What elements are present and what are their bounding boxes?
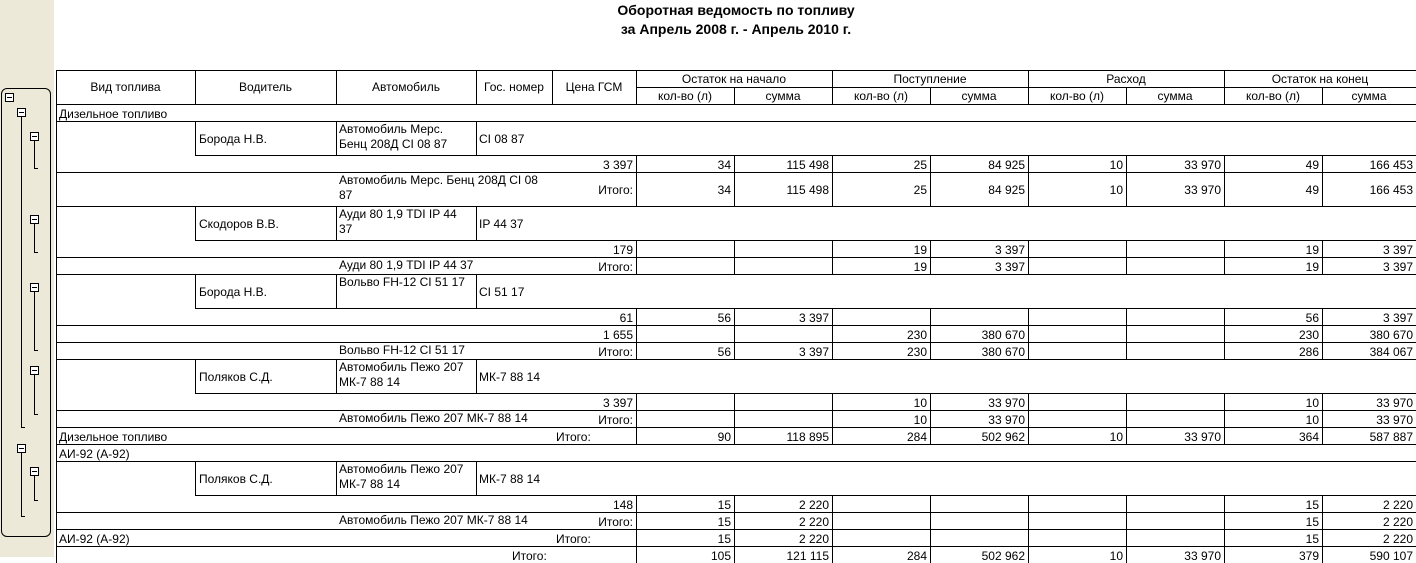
group-line: [34, 476, 35, 500]
value-cell: 118 895: [786, 429, 829, 444]
value-cell: 15: [1305, 531, 1319, 546]
car-name: Автомобиль Мерс. Бенц 208Д CI 08 87: [339, 122, 448, 151]
collapse-all-button[interactable]: [5, 93, 14, 102]
value-cell: 56: [1305, 310, 1319, 325]
value-cell: 2 220: [798, 514, 829, 529]
value-cell: 84 925: [988, 157, 1025, 172]
group-line-end: [34, 414, 38, 415]
group-line-end: [21, 427, 25, 428]
cell-border: [1126, 240, 1127, 257]
fuel-group-label: Дизельное топливо: [59, 106, 168, 121]
price-cell: 148: [612, 497, 633, 512]
driver-name: Борода Н.В.: [199, 285, 267, 299]
value-cell: 2 220: [798, 497, 829, 512]
cell-border: [195, 359, 196, 393]
value-cell: 121 115: [786, 548, 829, 563]
row-border: [56, 410, 1416, 411]
header-sum: сумма: [1157, 89, 1193, 103]
row-border: [56, 121, 1416, 122]
row-border: [56, 512, 1416, 513]
value-cell: 379: [1298, 548, 1319, 563]
table-left-border: [56, 155, 57, 172]
value-cell: 33 970: [1184, 429, 1221, 444]
car-total-label: Автомобиль Пежо 207 МК-7 88 14: [339, 513, 528, 527]
row-border: [56, 529, 1416, 530]
cell-border: [1126, 325, 1127, 342]
value-cell: 15: [717, 531, 731, 546]
value-cell: 230: [906, 327, 927, 342]
header-sum: сумма: [765, 89, 801, 103]
table-left-border: [56, 427, 57, 444]
car-total-label: Вольво FH-12 CI 51 17: [339, 343, 465, 357]
cell-border: [336, 274, 337, 308]
itogo-label: Итого:: [598, 183, 633, 197]
row-border: [195, 155, 1416, 156]
cell-border: [930, 529, 931, 546]
group-line: [21, 117, 22, 427]
value-cell: 84 925: [988, 183, 1025, 197]
cell-border: [930, 512, 931, 529]
cell-border: [930, 495, 931, 512]
group-line-end: [21, 516, 25, 517]
group-line: [21, 453, 22, 516]
value-cell: 230: [906, 344, 927, 359]
grand-total-label: Итого:: [512, 548, 547, 563]
itogo-label: Итого:: [598, 412, 633, 427]
value-cell: 33 970: [1184, 157, 1221, 172]
cell-border: [734, 240, 735, 257]
header-qty: кол-во (л): [657, 89, 713, 103]
group-line: [34, 375, 35, 414]
value-cell: 3 397: [1382, 310, 1413, 325]
row-border: [56, 325, 1416, 326]
plate-number: IP 44 37: [479, 217, 524, 231]
value-cell: 502 962: [981, 429, 1025, 444]
value-cell: 49: [1305, 183, 1319, 197]
header-end-balance: Остаток на конец: [1271, 72, 1369, 86]
value-cell: 25: [913, 157, 927, 172]
driver-name: Скодоров В.В.: [199, 217, 279, 231]
table-left-border: [56, 410, 57, 427]
collapse-subgroup-button[interactable]: [30, 283, 39, 292]
value-cell: 380 670: [981, 344, 1025, 359]
value-cell: 3 397: [1382, 259, 1413, 274]
value-cell: 15: [717, 497, 731, 512]
cell-border: [636, 257, 637, 274]
row-border: [56, 461, 1416, 462]
value-cell: 56: [717, 344, 731, 359]
itogo-label: Итого:: [598, 344, 633, 359]
cell-border: [1126, 495, 1127, 512]
header-price: Цена ГСМ: [565, 80, 623, 94]
cell-border: [336, 121, 337, 155]
row-border: [56, 359, 1416, 360]
value-cell: 284: [906, 548, 927, 563]
cell-border: [1028, 529, 1029, 546]
cell-border: [476, 274, 477, 308]
table-left-border: [56, 495, 57, 512]
price-cell: 179: [612, 242, 633, 257]
value-cell: 3 397: [1382, 242, 1413, 257]
car-name: Автомобиль Пежо 207 МК-7 88 14: [339, 462, 464, 491]
value-cell: 19: [1305, 242, 1319, 257]
driver-name: Поляков С.Д.: [199, 472, 273, 486]
fuel-total-label: АИ-92 (А-92): [59, 531, 130, 546]
row-border: [195, 393, 1416, 394]
value-cell: 115 498: [786, 157, 829, 172]
group-line-end: [34, 168, 38, 169]
value-cell: 2 220: [798, 531, 829, 546]
value-cell: 502 962: [981, 548, 1025, 563]
group-line: [34, 141, 35, 168]
header-qty: кол-во (л): [1245, 89, 1301, 103]
cell-border: [1126, 529, 1127, 546]
cell-border: [636, 393, 637, 410]
report-period: за Апрель 2008 г. - Апрель 2010 г.: [620, 21, 852, 37]
row-border: [56, 257, 1416, 258]
value-cell: 2 220: [1382, 514, 1413, 529]
header-qty: кол-во (л): [853, 89, 909, 103]
cell-border: [832, 308, 833, 325]
plate-number: МК-7 88 14: [479, 472, 541, 486]
cell-border: [336, 359, 337, 393]
collapse-subgroup-button[interactable]: [30, 366, 39, 375]
row-border: [195, 308, 1416, 309]
header-fuel: Вид топлива: [90, 80, 161, 94]
value-cell: 15: [1305, 514, 1319, 529]
value-cell: 49: [1305, 157, 1319, 172]
car-name: Вольво FH-12 CI 51 17: [339, 275, 465, 289]
table-left-border: [56, 342, 57, 359]
row-border: [56, 444, 1416, 445]
collapse-subgroup-button[interactable]: [30, 215, 39, 224]
car-total-label: Автомобиль Пежо 207 МК-7 88 14: [339, 411, 528, 425]
value-cell: 10: [1305, 395, 1319, 410]
cell-border: [1028, 393, 1029, 410]
header-sum: сумма: [961, 89, 997, 103]
plate-number: CI 08 87: [479, 132, 525, 146]
cell-border: [1028, 342, 1029, 359]
row-border: [56, 427, 1416, 428]
value-cell: 19: [1305, 259, 1319, 274]
value-cell: 34: [717, 183, 731, 197]
cell-border: [1126, 410, 1127, 427]
value-cell: 10: [1109, 429, 1123, 444]
plate-number: МК-7 88 14: [479, 370, 541, 384]
value-cell: 10: [913, 395, 927, 410]
value-cell: 166 453: [1369, 157, 1413, 172]
value-cell: 10: [1109, 157, 1123, 172]
cell-border: [195, 206, 196, 240]
price-cell: 1 655: [602, 327, 633, 342]
car-total-label: Ауди 80 1,9 TDI IP 44 37: [339, 258, 474, 272]
collapse-subgroup-button[interactable]: [30, 467, 39, 476]
cell-border: [336, 461, 337, 495]
cell-border: [636, 410, 637, 427]
value-cell: 3 397: [798, 344, 829, 359]
cell-border: [476, 359, 477, 393]
cell-border: [195, 121, 196, 155]
collapse-group-button[interactable]: [17, 444, 26, 453]
value-cell: 15: [1305, 497, 1319, 512]
value-cell: 33 970: [1376, 412, 1413, 427]
value-cell: 33 970: [988, 412, 1025, 427]
row-border: [56, 342, 1416, 343]
table-left-border: [56, 240, 57, 257]
value-cell: 284: [906, 429, 927, 444]
table-left-border: [56, 393, 57, 410]
cell-border: [734, 410, 735, 427]
value-cell: 33 970: [1184, 548, 1221, 563]
cell-border: [832, 495, 833, 512]
value-cell: 10: [1109, 183, 1123, 197]
table-left-border: [56, 206, 57, 240]
cell-border: [1028, 240, 1029, 257]
cell-border: [1126, 308, 1127, 325]
row-border: [56, 274, 1416, 275]
row-border: [56, 206, 1416, 207]
table-left-border: [56, 172, 57, 206]
value-cell: 3 397: [994, 242, 1025, 257]
plate-number: CI 51 17: [479, 285, 525, 299]
value-cell: 590 107: [1369, 548, 1413, 563]
group-selection-frame: [1, 88, 51, 537]
value-cell: 90: [717, 429, 731, 444]
itogo-label: Итого:: [598, 514, 633, 529]
value-cell: 3 397: [798, 310, 829, 325]
value-cell: 380 670: [1369, 327, 1413, 342]
table-left-border: [56, 104, 57, 121]
fuel-group-label: АИ-92 (А-92): [59, 446, 130, 461]
cell-border: [930, 308, 931, 325]
value-cell: 25: [913, 183, 927, 197]
header-plate: Гос. номер: [484, 80, 544, 94]
value-cell: 33 970: [1376, 395, 1413, 410]
table-left-border: [56, 529, 57, 546]
table-left-border: [56, 461, 57, 495]
price-cell: 61: [619, 310, 633, 325]
cell-border: [636, 325, 637, 342]
value-cell: 10: [1109, 548, 1123, 563]
value-cell: 10: [913, 412, 927, 427]
value-cell: 33 970: [988, 395, 1025, 410]
cell-border: [1126, 512, 1127, 529]
header-driver: Водитель: [238, 80, 292, 94]
group-line: [34, 224, 35, 252]
cell-border: [734, 325, 735, 342]
group-line-end: [34, 350, 38, 351]
group-line: [34, 292, 35, 350]
car-name: Автомобиль Пежо 207 МК-7 88 14: [339, 360, 464, 389]
value-cell: 384 067: [1369, 344, 1413, 359]
value-cell: 15: [717, 514, 731, 529]
car-total-label: Автомобиль Мерс. Бенц 208Д CI 08 87: [339, 173, 538, 202]
value-cell: 587 887: [1369, 429, 1413, 444]
header-bottom-border: [56, 104, 1416, 105]
table-left-border: [56, 257, 57, 274]
value-cell: 19: [913, 259, 927, 274]
value-cell: 364: [1298, 429, 1319, 444]
itogo-label: Итого:: [556, 429, 591, 444]
cell-border: [476, 461, 477, 495]
value-cell: 2 220: [1382, 497, 1413, 512]
cell-border: [1028, 410, 1029, 427]
cell-border: [734, 257, 735, 274]
cell-border: [636, 240, 637, 257]
value-cell: 115 498: [786, 183, 829, 197]
cell-border: [195, 274, 196, 308]
table-left-border: [56, 359, 57, 393]
table-left-border: [56, 444, 57, 461]
price-cell: 3 397: [602, 395, 633, 410]
value-cell: 3 397: [994, 259, 1025, 274]
cell-border: [476, 121, 477, 155]
value-cell: 19: [913, 242, 927, 257]
cell-border: [1126, 257, 1127, 274]
cell-border: [832, 529, 833, 546]
table-left-border: [56, 274, 57, 308]
collapse-group-button[interactable]: [17, 108, 26, 117]
cell-border: [1028, 257, 1029, 274]
cell-border: [832, 512, 833, 529]
cell-border: [1126, 342, 1127, 359]
group-line-end: [34, 500, 38, 501]
value-cell: 34: [717, 157, 731, 172]
driver-name: Борода Н.В.: [199, 132, 267, 146]
cell-border: [734, 393, 735, 410]
value-cell: 56: [717, 310, 731, 325]
cell-border: [1028, 308, 1029, 325]
value-cell: 10: [1305, 412, 1319, 427]
header-car: Автомобиль: [372, 80, 440, 94]
driver-name: Поляков С.Д.: [199, 370, 273, 384]
table-left-border: [56, 308, 57, 325]
table-left-border: [56, 546, 57, 563]
value-cell: 33 970: [1184, 183, 1221, 197]
cell-border: [336, 206, 337, 240]
header-expense: Расход: [1106, 72, 1146, 86]
cell-border: [1028, 325, 1029, 342]
cell-border: [476, 206, 477, 240]
cell-border: [1028, 495, 1029, 512]
value-cell: 230: [1298, 327, 1319, 342]
car-name: Ауди 80 1,9 TDI IP 44 37: [339, 207, 457, 236]
itogo-label: Итого:: [598, 259, 633, 274]
value-cell: 166 453: [1369, 183, 1413, 197]
itogo-label: Итого:: [556, 531, 591, 546]
header-sum: сумма: [1351, 89, 1387, 103]
value-cell: 105: [710, 548, 731, 563]
value-cell: 2 220: [1382, 531, 1413, 546]
value-cell: 380 670: [981, 327, 1025, 342]
cell-border: [1126, 393, 1127, 410]
fuel-total-label: Дизельное топливо: [59, 429, 168, 444]
row-border: [56, 172, 1416, 173]
header-qty: кол-во (л): [1049, 89, 1105, 103]
group-line-end: [34, 252, 38, 253]
value-cell: 286: [1298, 344, 1319, 359]
header-mid-border: [636, 87, 1416, 88]
price-cell: 3 397: [602, 157, 633, 172]
header-top-border: [56, 70, 1416, 71]
cell-border: [1028, 512, 1029, 529]
collapse-subgroup-button[interactable]: [30, 132, 39, 141]
header-income: Поступление: [893, 72, 967, 86]
header-start-balance: Остаток на начало: [681, 72, 787, 86]
row-border: [195, 495, 1416, 496]
row-border: [195, 240, 1416, 241]
table-left-border: [56, 325, 57, 342]
table-left-border: [56, 512, 57, 529]
row-border: [56, 546, 1416, 547]
table-left-border: [56, 121, 57, 155]
cell-border: [195, 461, 196, 495]
report-title: Оборотная ведомость по топливу: [617, 2, 855, 18]
